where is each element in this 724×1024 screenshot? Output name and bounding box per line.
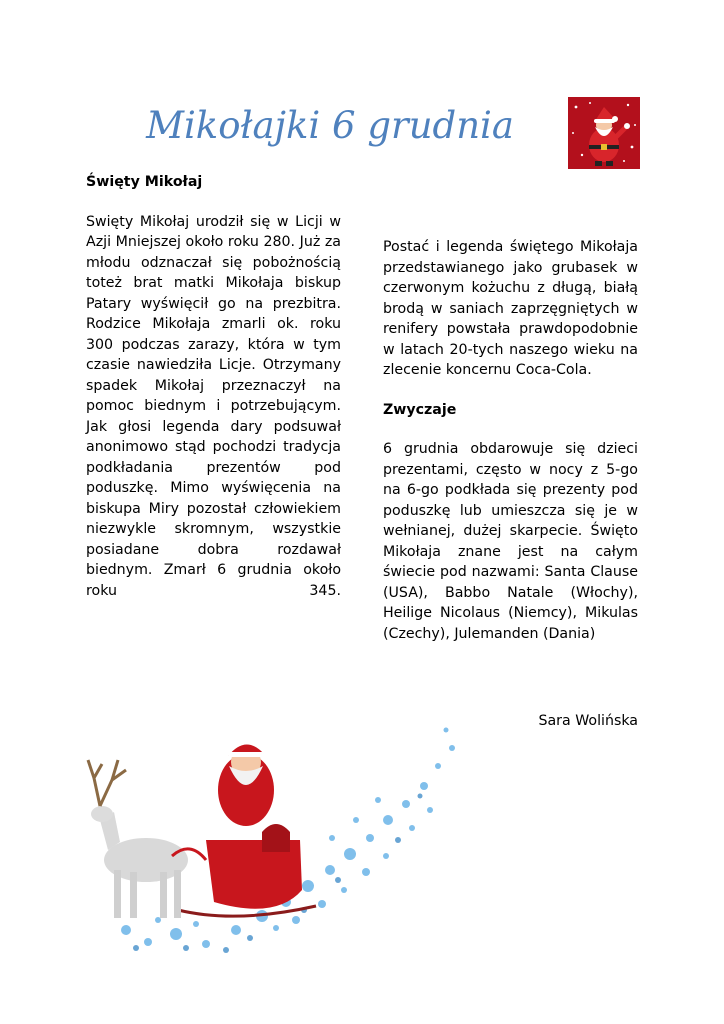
saint-nicholas-paragraph: Swięty Mikołaj urodził się w Licji w Azji Mniejszej około roku 280. Już za młodu odznaczał się pobożnością toteż brat matki Mikołaja biskup Patary wyświęcił go na prezbitra. Rodzice Mikołaja zmarli ok. roku 300 podczas zarazy, która w tym czasie nawiedziła Licje. Otrzymany spadek Mikołaj przeznaczył na pomoc biednym i potrzebującym. Jak głosi legenda dary podsuwał anonimowo stąd pochodzi tradycja podkładania prezentów pod poduszkę. Mimo wyświęcenia na biskupa Miry pozostał człowiekiem niezwykle skromnym, wszystkie posiadane dobra rozdawał biednym. Zmarł 6 grudnia około roku 345. [86, 213, 341, 599]
left-column [86, 172, 341, 620]
customs-paragraph: 6 grudnia obdarowuje się dzieci prezentami, często w nocy z 5-go na 6-go podkłada się prezenty pod poduszkę lub umieszcza się je w wełnianej, dużej skarpecie. Święto Mikołaja znane jest na całym świecie pod nazwami: Santa Clause (USA), Babbo Natale (Włochy), Heilige Nicolaus (Niemcy), Mikulas (Czechy), Julemanden (Dania) [383, 441, 638, 642]
legend-paragraph: Postać i legenda świętego Mikołaja przedstawianego jako grubasek w czerwonym kożuchu z długą, białą brodą w saniach zaprzęgniętych w renifery powstała prawdopodobnie w latach 20-tych naszego wieku na zlecenie koncernu Coca-Cola. [383, 239, 638, 378]
author-signature: Sara Wolińska [538, 713, 638, 729]
reindeer-sleigh-image [86, 720, 466, 956]
page-title: Mikołajki 6 grudnia [146, 104, 514, 147]
right-column [383, 237, 638, 663]
section-heading-customs: Zwyczaje [383, 401, 457, 418]
section-heading-saint-nicholas: Święty Mikołaj [86, 174, 203, 190]
santa-image [568, 97, 640, 169]
